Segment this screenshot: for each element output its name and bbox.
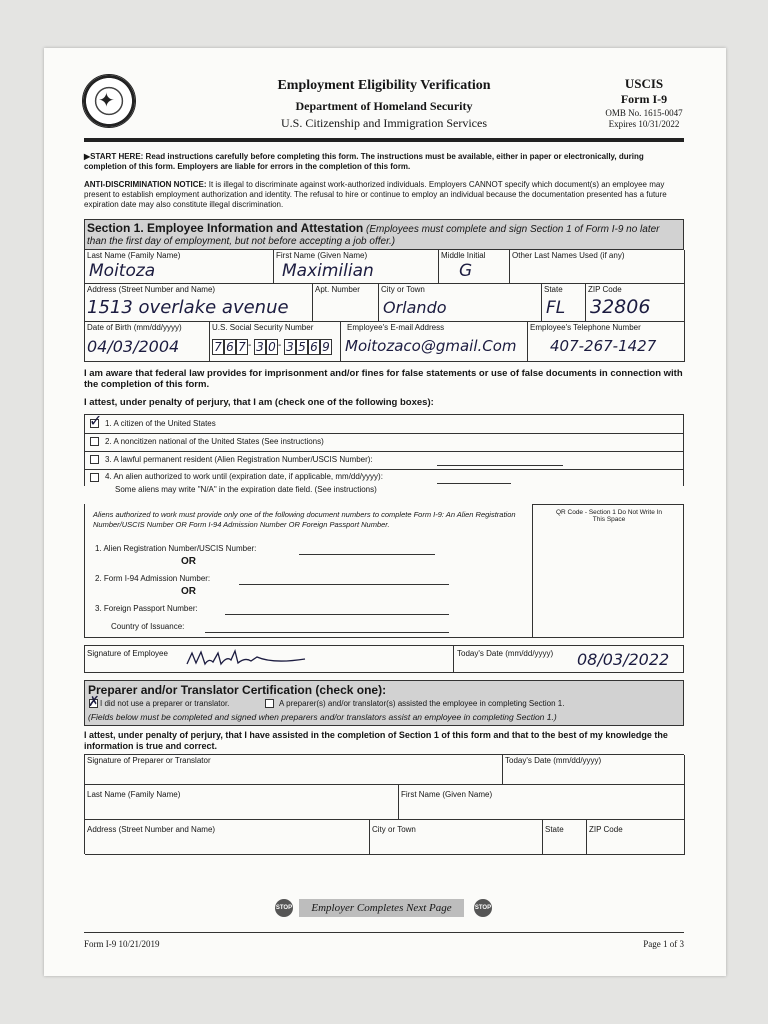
preparer-note: (Fields below must be completed and signed when preparers and/or translators assist an employee in completing Section 1.)	[88, 712, 557, 722]
preparer-city-label: City or Town	[372, 825, 416, 834]
section1-title: Section 1. Employee Information and Attestation	[87, 221, 364, 235]
option-alien-row	[85, 469, 533, 505]
dhs-seal-logo: ✦	[82, 74, 136, 128]
stop-icon-left: STOP	[275, 899, 293, 917]
form-page	[44, 48, 726, 976]
preparer-zip-label: ZIP Code	[589, 825, 623, 834]
state-field[interactable]	[542, 284, 586, 322]
ssn-digit-box[interactable]: 5	[296, 339, 308, 355]
dob-label: Date of Birth (mm/dd/yyyy)	[87, 323, 182, 332]
section1-fields	[84, 250, 684, 362]
last-name-field[interactable]	[85, 250, 274, 284]
phone-field[interactable]	[528, 322, 685, 362]
uscis-label: USCIS	[624, 76, 664, 91]
alien-number-label: 1. Alien Registration Number/USCIS Number:	[95, 544, 257, 553]
zip-field[interactable]	[586, 284, 685, 322]
ssn-digit-box[interactable]: 9	[320, 339, 332, 355]
ssn-dash: -	[248, 340, 252, 351]
country-line[interactable]	[205, 632, 449, 633]
permanent-resident-checkbox[interactable]	[90, 455, 99, 464]
preparer-date-label: Today's Date (mm/dd/yyyy)	[505, 756, 602, 765]
ssn-digit-box[interactable]: 0	[266, 339, 278, 355]
qr-code-text: QR Code - Section 1 Do Not Write In This Space	[555, 509, 663, 523]
expiration-line[interactable]	[437, 483, 511, 484]
anti-discrimination-notice	[84, 180, 684, 210]
last-name-value: Moitoza	[89, 261, 156, 281]
apt-number-field[interactable]	[313, 284, 379, 322]
ssn-dash: -	[278, 340, 282, 351]
option-permanent-resident-label: 3. A lawful permanent resident (Alien Registration Number/USCIS Number):	[105, 455, 373, 464]
preparer-zip-field[interactable]	[587, 820, 685, 855]
x-mark-icon: ✗	[88, 693, 100, 709]
phone-label: Employee's Telephone Number	[530, 323, 641, 332]
middle-initial-label: Middle Initial	[441, 251, 486, 260]
dob-value: 04/03/2004	[87, 337, 180, 356]
ssn-field[interactable]	[210, 322, 341, 362]
expiration-date: Expires 10/31/2022	[608, 119, 680, 129]
option-noncitizen-row	[85, 433, 683, 452]
preparer-used-label: A preparer(s) and/or translator(s) assisted the employee in completing Section 1.	[279, 699, 565, 708]
qr-code-area	[532, 504, 684, 638]
i94-label: 2. Form I-94 Admission Number:	[95, 574, 211, 583]
or-label-1: OR	[181, 556, 196, 567]
preparer-city-field[interactable]	[370, 820, 543, 855]
ssn-digit-box[interactable]: 7	[236, 339, 248, 355]
option-citizen-row	[85, 415, 683, 434]
alien-note: Aliens authorized to work must provide only one of the following document numbers to complete Form I-9: An Alien Registration Number/USCIS Number OR Form I-94 Admission Number OR Foreign Passport Number.	[93, 510, 516, 529]
ssn-label: U.S. Social Security Number	[212, 323, 314, 332]
address-value: 1513 overlake avenue	[87, 297, 289, 318]
preparer-last-name-label: Last Name (Family Name)	[87, 790, 181, 799]
other-last-names-label: Other Last Names Used (if any)	[512, 251, 625, 260]
preparer-fields	[84, 754, 684, 854]
preparer-state-label: State	[545, 825, 564, 834]
option-permanent-resident-row	[85, 451, 683, 470]
preparer-last-name-field[interactable]	[85, 785, 399, 820]
agency-name: U.S. Citizenship and Immigration Services	[281, 116, 487, 130]
preparer-signature-label: Signature of Preparer or Translator	[87, 756, 211, 765]
form-number: Form I-9	[620, 92, 668, 106]
employee-date-label: Today's Date (mm/dd/yyyy)	[457, 649, 554, 658]
option-citizen-label: 1. A citizen of the United States	[105, 419, 216, 428]
employee-signature-label: Signature of Employee	[87, 649, 168, 658]
no-preparer-label: I did not use a preparer or translator.	[100, 699, 230, 708]
form-header	[204, 78, 564, 131]
preparer-used-checkbox[interactable]	[265, 699, 274, 708]
phone-value: 407-267-1427	[550, 337, 657, 355]
email-value: Moitozaco@gmail.Com	[345, 337, 517, 355]
anti-discrimination-text: It is illegal to discriminate against work-authorized individuals. Employers CANNOT specify which document(s) an employee may present to establish employment authorization and identity. The refusal to hire or continue to employ an individual because the documentation presented has a future expiration date may also constitute illegal discrimination.	[84, 180, 667, 209]
omb-number: OMB No. 1615-0047	[605, 108, 683, 118]
footer-form-version: Form I-9 10/21/2019	[84, 939, 160, 949]
country-label: Country of Issuance:	[111, 622, 185, 631]
noncitizen-checkbox[interactable]	[90, 437, 99, 446]
address-label: Address (Street Number and Name)	[87, 285, 216, 294]
dob-field[interactable]	[85, 322, 210, 362]
preparer-signature-field[interactable]	[85, 755, 503, 785]
i94-line[interactable]	[239, 584, 449, 585]
preparer-date-field[interactable]	[503, 755, 685, 785]
form-id-block	[589, 76, 699, 129]
preparer-state-field[interactable]	[543, 820, 587, 855]
ssn-digit-box[interactable]: 6	[308, 339, 320, 355]
preparer-header	[84, 680, 684, 726]
city-field[interactable]	[379, 284, 542, 322]
employee-signature-field[interactable]	[85, 646, 454, 672]
address-field[interactable]	[85, 284, 313, 322]
middle-initial-value: G	[459, 261, 473, 281]
preparer-attest: I attest, under penalty of perjury, that I have assisted in the completion of Section 1 of this form and that to the best of my knowledge the information is true and correct.	[84, 730, 668, 751]
citizenship-options	[84, 413, 684, 494]
alien-checkbox[interactable]	[90, 473, 99, 482]
ssn-digit-box[interactable]: 3	[254, 339, 266, 355]
email-label: Employee's E-mail Address	[347, 323, 445, 332]
other-last-names-field[interactable]	[510, 250, 685, 284]
anti-discrimination-label: ANTI-DISCRIMINATION NOTICE:	[84, 180, 207, 189]
first-name-value: Maximilian	[282, 261, 374, 281]
last-name-label: Last Name (Family Name)	[87, 251, 181, 260]
employee-signature-row	[84, 645, 684, 673]
preparer-first-name-label: First Name (Given Name)	[401, 790, 493, 799]
aware-statement: I am aware that federal law provides for imprisonment and/or fines for false statements or use of false documents in connection with the completion of this form.	[84, 368, 683, 390]
alien-number-line[interactable]	[299, 554, 435, 555]
section1-subtitle: (Employees must complete and sign Section 1 of Form I-9 no later than the first day of employment, but not before accepting a job offer.)	[87, 224, 660, 247]
preparer-address-label: Address (Street Number and Name)	[87, 825, 216, 834]
section1-header	[84, 219, 684, 250]
employer-next-page-banner: Employer Completes Next Page	[299, 899, 464, 917]
employee-date-value: 08/03/2022	[577, 650, 670, 669]
city-label: City or Town	[381, 285, 425, 294]
zip-label: ZIP Code	[588, 285, 622, 294]
zip-value: 32806	[590, 296, 651, 318]
department-name: Department of Homeland Security	[295, 99, 473, 113]
first-name-field[interactable]	[274, 250, 439, 284]
uscis-number-line[interactable]	[437, 465, 563, 466]
footer-page-number: Page 1 of 3	[643, 939, 684, 949]
option-noncitizen-label: 2. A noncitizen national of the United States (See instructions)	[105, 437, 324, 446]
form-title: Employment Eligibility Verification	[277, 78, 491, 93]
middle-initial-field[interactable]	[439, 250, 510, 284]
employee-signature-image	[183, 648, 313, 670]
option-alien-note: Some aliens may write "N/A" in the expiration date field. (See instructions)	[115, 485, 377, 494]
checkmark-icon: ✓	[89, 413, 103, 430]
alien-documents-block	[84, 504, 534, 638]
email-field[interactable]	[341, 322, 528, 362]
passport-label: 3. Foreign Passport Number:	[95, 604, 198, 613]
or-label-2: OR	[181, 586, 196, 597]
header-rule	[84, 138, 684, 142]
attest-statement: I attest, under penalty of perjury, that I am (check one of the following boxes):	[84, 397, 434, 408]
passport-line[interactable]	[225, 614, 449, 615]
ssn-digit-box[interactable]: 6	[224, 339, 236, 355]
apt-number-label: Apt. Number	[315, 285, 360, 294]
preparer-address-field[interactable]	[85, 820, 370, 855]
option-alien-label: 4. An alien authorized to work until (expiration date, if applicable, mm/dd/yyyy):	[105, 472, 383, 481]
footer-rule	[84, 932, 684, 933]
first-name-label: First Name (Given Name)	[276, 251, 368, 260]
state-value: FL	[546, 298, 566, 318]
ssn-digit-boxes	[212, 339, 338, 357]
stop-icon-right: STOP	[474, 899, 492, 917]
preparer-title: Preparer and/or Translator Certification (check one):	[88, 683, 387, 697]
city-value: Orlando	[383, 298, 447, 317]
start-here-notice: ▶START HERE: Read instructions carefully before completing this form. The instructions must be available, either in paper or electronically, during completion of this form. Employers are liable for errors in the completion of this form.	[84, 152, 644, 171]
state-label: State	[544, 285, 563, 294]
preparer-first-name-field[interactable]	[399, 785, 685, 820]
ssn-digit-box[interactable]: 7	[212, 339, 224, 355]
ssn-digit-box[interactable]: 3	[284, 339, 296, 355]
